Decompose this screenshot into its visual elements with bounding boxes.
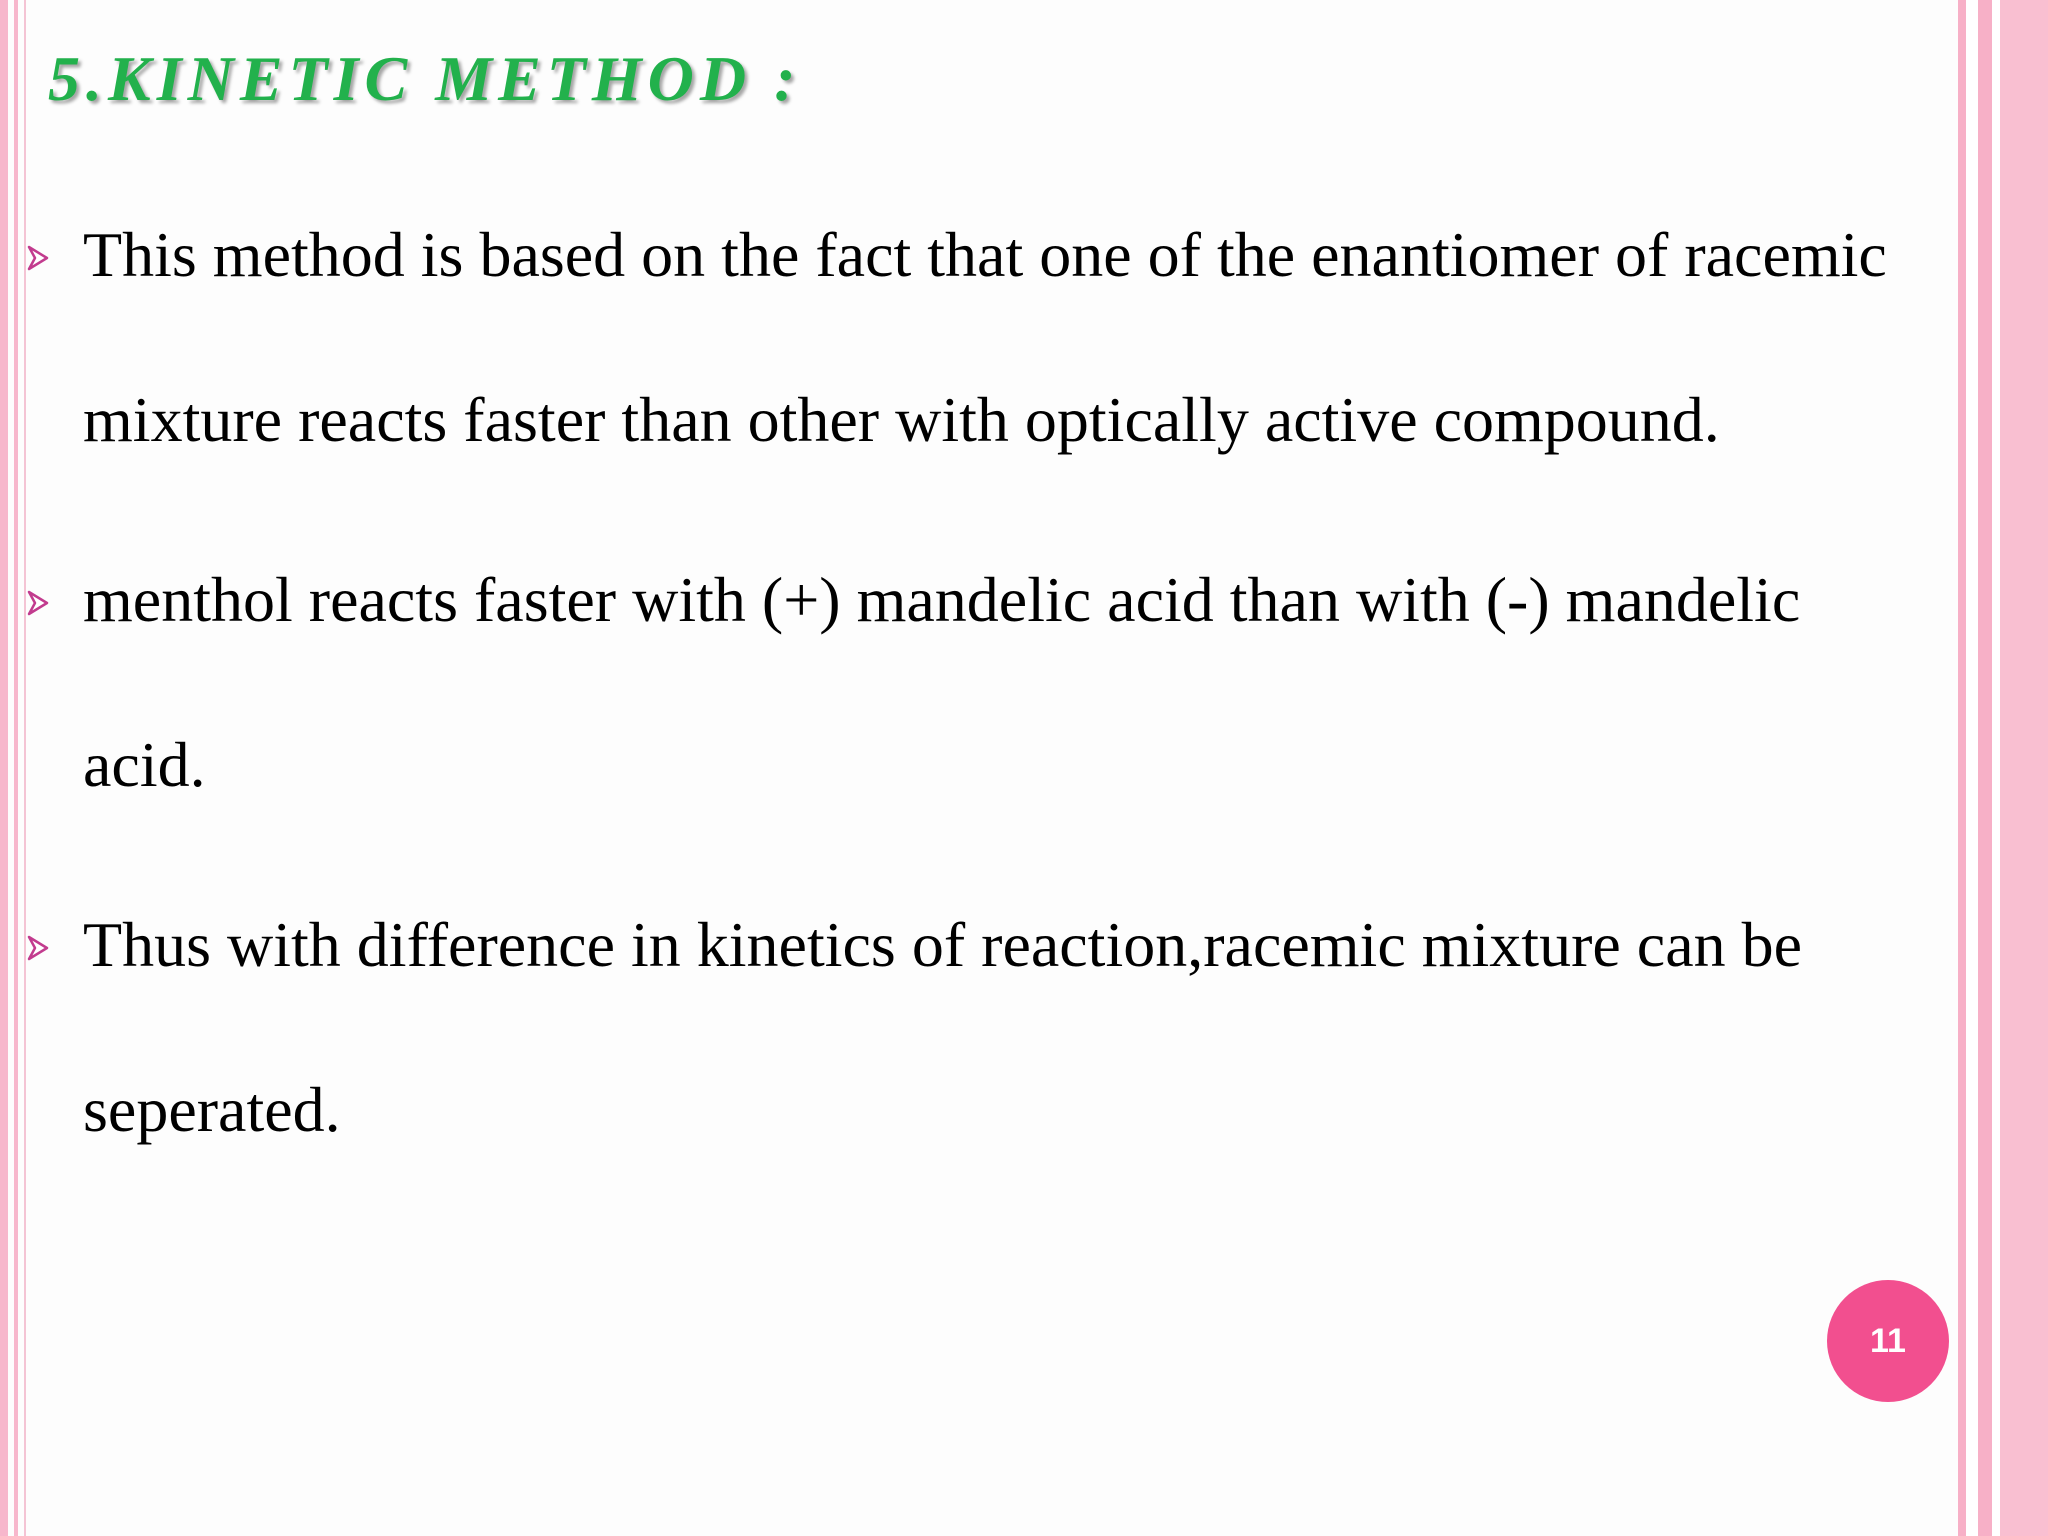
arrowhead-bullet-icon bbox=[26, 589, 50, 617]
bullet-1-line-2: mixture reacts faster than other with optically active compound. bbox=[83, 384, 1720, 455]
right-border-stripe bbox=[2000, 0, 2048, 1536]
left-border-line bbox=[0, 0, 8, 1536]
bullet-2-line-2: acid. bbox=[83, 729, 206, 800]
right-border-band bbox=[1958, 0, 2048, 1536]
arrowhead-bullet-icon bbox=[26, 244, 50, 272]
bullet-3-line-2: seperated. bbox=[83, 1074, 341, 1145]
right-border-stripe bbox=[1978, 0, 1992, 1536]
bullet-3-line-1: Thus with difference in kinetics of reaction,racemic mixture can be bbox=[83, 909, 1802, 980]
bullet-2-line-1: menthol reacts faster with (+) mandelic acid than with (-) mandelic bbox=[83, 564, 1801, 635]
left-border-line bbox=[14, 0, 18, 1536]
right-border-stripe bbox=[1958, 0, 1966, 1536]
bullet-1-line-1: This method is based on the fact that one of the enantiomer of racemic bbox=[83, 219, 1887, 290]
page-number-badge: 11 bbox=[1827, 1280, 1949, 1402]
left-border-line bbox=[24, 0, 26, 1536]
slide-title: 5.KINETIC METHOD : bbox=[48, 43, 802, 114]
arrowhead-bullet-icon bbox=[26, 934, 50, 962]
